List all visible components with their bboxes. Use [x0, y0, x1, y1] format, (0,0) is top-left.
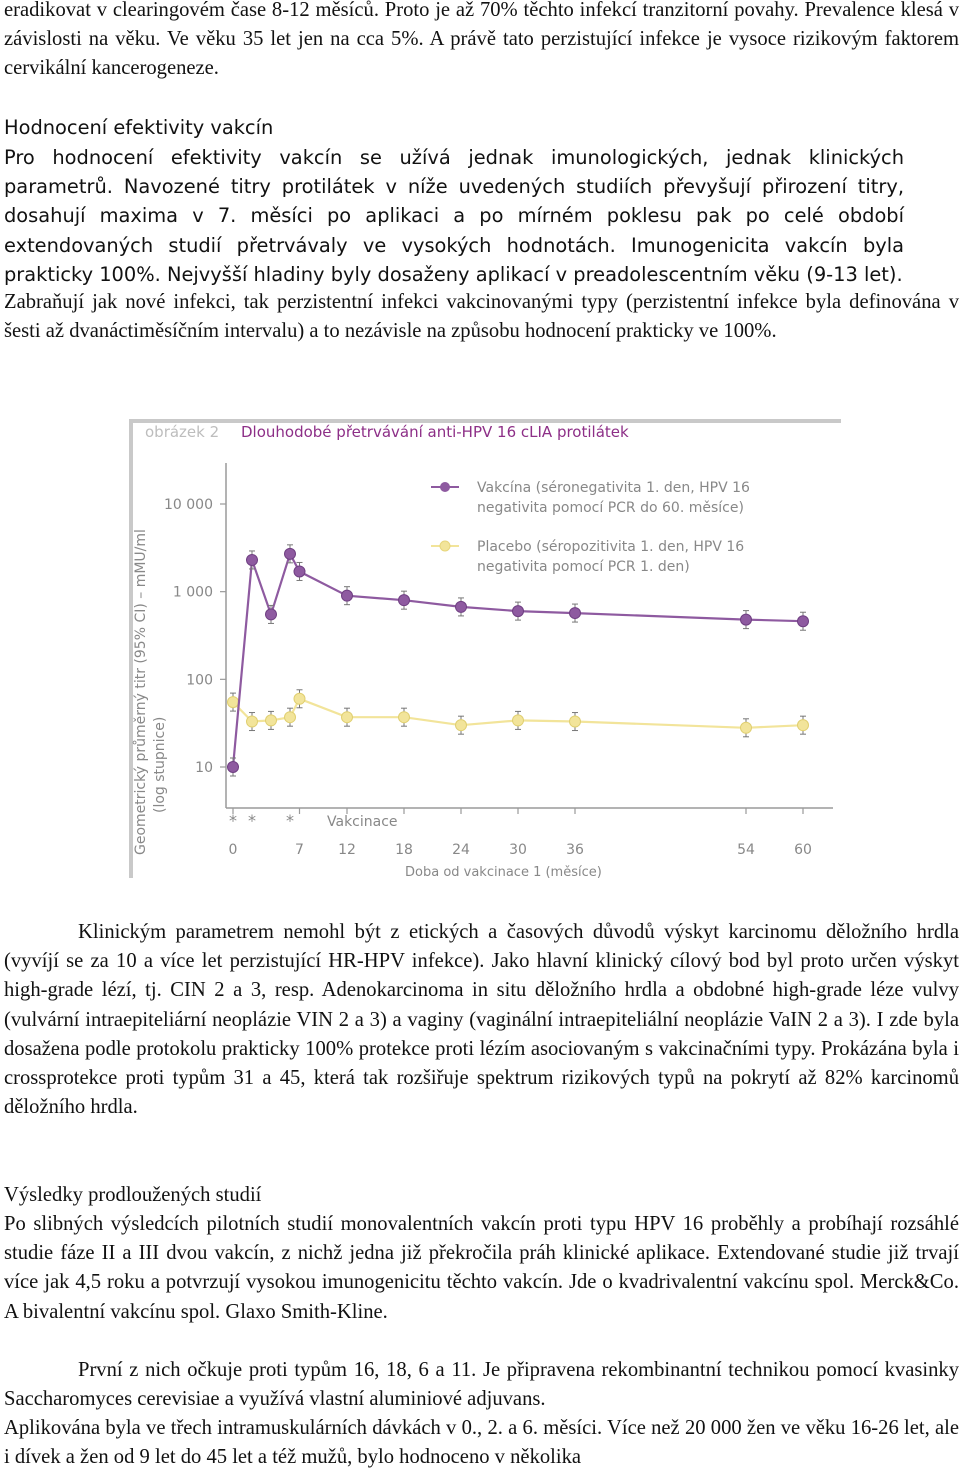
data-point-placebo: [456, 720, 467, 731]
legend-vaccine-line2: negativita pomocí PCR do 60. měsíce): [477, 500, 744, 516]
x-axis-label: Doba od vakcinace 1 (měsíce): [405, 865, 602, 878]
data-point-placebo: [399, 712, 410, 723]
data-point-vaccine: [399, 595, 410, 606]
figure-label: obrázek 2: [145, 423, 220, 441]
vaccination-marker: *: [248, 811, 256, 830]
legend-marker-vaccine: [440, 482, 450, 492]
vaccination-label: Vakcinace: [327, 814, 398, 830]
data-point-placebo: [285, 712, 296, 723]
data-point-placebo: [247, 716, 258, 727]
section-heading-vaccine-efficacy: Hodnocení efektivity vakcín: [4, 116, 274, 139]
vaccination-marker: *: [286, 811, 294, 830]
data-point-placebo: [342, 712, 353, 723]
x-tick-label: 24: [452, 842, 470, 858]
extended-studies-paragraph: Po slibných výsledcích pilotních studií monovalentních vakcín proti typu HPV 16 proběhly a probíhají rozsáhlé studie fáze II a III dvou vakcín, z nichž jedna již překročila práh klinické aplikace. Extendované studie již trvají více jak 4,5 roku a potvrzují vysokou imunogenicitu těchto vakcín. Jde o kvadrivalentní vakcínu spol. Merck&Co. A bivalentní vakcínu spol. Glaxo Smith-Kline.: [4, 1213, 959, 1323]
x-tick-label: 54: [737, 842, 755, 858]
data-point-vaccine: [513, 606, 524, 617]
data-point-placebo: [513, 715, 524, 726]
y-tick-label: 100: [186, 672, 213, 689]
x-tick-label: 60: [794, 842, 812, 858]
x-tick-label: 30: [509, 842, 527, 858]
y-tick-label: 1 000: [172, 584, 213, 601]
section-heading-extended-studies: Výsledky prodloužených studií: [4, 1184, 262, 1206]
first-vaccine-paragraph: První z nich očkuje proti typům 16, 18, 6 a 11. Je připravena rekombinantní technikou pomocí kvasinky Saccharomyces cerevisiae a využívá vlastní aluminiové adjuvans.: [4, 1359, 959, 1411]
figure-title: Dlouhodobé přetrvávání anti-HPV 16 cLIA protilátek: [241, 423, 629, 441]
legend-placebo-line1: Placebo (séropozitivita 1. den, HPV 16: [477, 539, 745, 555]
data-point-vaccine: [342, 590, 353, 601]
data-point-placebo: [228, 697, 239, 708]
data-point-vaccine: [266, 609, 277, 620]
efficacy-body-paragraph: Zabraňují jak nové infekci, tak perzistentní infekci vakcinovanými typy (perzistentní infekce byla definována v šesti až dvanáctiměsíčním intervalu) a to nezávisle na způsobu hodnocení prakticky ve 100%.: [4, 291, 959, 343]
legend-vaccine-line1: Vakcína (séronegativita 1. den, HPV 16: [477, 480, 750, 496]
data-point-vaccine: [570, 608, 581, 619]
data-point-placebo: [266, 715, 277, 726]
dosing-paragraph: Aplikována byla ve třech intramuskulárních dávkách v 0., 2. a 6. měsíci. Více než 20 000 žen ve věku 16-26 let, ale i dívek a žen od 9 let do 45 let a též mužů, bylo hodnoceno v několika: [4, 1417, 959, 1469]
legend-marker-placebo: [440, 541, 450, 551]
y-tick-label: 10 000: [164, 497, 213, 513]
x-tick-label: 7: [295, 842, 304, 858]
data-point-placebo: [798, 720, 809, 731]
data-point-vaccine: [285, 548, 296, 559]
x-tick-label: 0: [228, 842, 238, 858]
efficacy-intro-paragraph: Pro hodnocení efektivity vakcín se užívá jednak imunologických, jednak klinických parametrů. Navozené titry protilátek v níže uvedených studiích převyšují přirození titry, dosahují maxima v 7. měsíci po aplikaci a po mírném poklesu pak po celé období extendovaných studií přetrvávaly ve vysokých hodnotách. Imunogenicita vakcín byla prakticky 100%. Nejvyšší hladiny byly dosaženy aplikací v preadolescentním věku (9-13 let).: [4, 146, 904, 286]
y-axis-label-scale: (log stupnice): [152, 716, 168, 813]
vaccination-marker: *: [229, 811, 237, 830]
top-paragraph: eradikovat v clearingovém čase 8-12 měsíců. Proto je až 70% těchto infekcí tranzitorní povahy. Prevalence klesá v závislosti na věku. Ve věku 35 let jen na cca 5%. A právě tato perzistující infekce je vysoce rizikovým faktorem cervikální kancerogeneze.: [4, 0, 959, 80]
data-point-vaccine: [741, 614, 752, 625]
y-tick-label: 10: [195, 760, 213, 776]
data-point-vaccine: [456, 601, 467, 612]
data-point-placebo: [294, 693, 305, 704]
y-axis-label: Geometrický průměrný titr (95% CI) – mMU/ml: [133, 529, 149, 855]
data-point-vaccine: [228, 762, 239, 773]
x-tick-label: 12: [338, 842, 356, 858]
data-point-placebo: [741, 722, 752, 733]
antibody-persistence-figure: [125, 413, 845, 878]
x-tick-label: 18: [395, 842, 413, 858]
data-point-vaccine: [294, 566, 305, 577]
clinical-endpoint-paragraph: Klinickým parametrem nemohl být z etických a časových důvodů výskyt karcinomu děložního hrdla (vyvíjí se za 10 a více let perzistující HR-HPV infekce). Jako hlavní klinický cílový bod byl proto určen výskyt high-grade lézí, tj. CIN 2 a 3, resp. Adenokarcinoma in situ děložního hrdla a obdobné high-grade léze vulvy (vulvární intraepiteliární neoplázie VIN 2 a 3) a vaginy (vaginální intraepiteliální neoplázie VaIN 2 a 3). I zde byla dosažena podle protokolu prakticky 100% protekce proti lézím asociovaným s vakcinačními typy. Prokázána byla i crossprotekce proti typům 31 a 45, která tak rozšiřuje spektrum rizikových typů na pokrytí až 82% karcinomů děložního hrdla.: [4, 921, 959, 1119]
data-point-vaccine: [798, 616, 809, 627]
data-point-vaccine: [247, 554, 258, 565]
x-tick-label: 36: [566, 842, 584, 858]
data-point-placebo: [570, 716, 581, 727]
legend-placebo-line2: negativita pomocí PCR 1. den): [477, 559, 690, 575]
